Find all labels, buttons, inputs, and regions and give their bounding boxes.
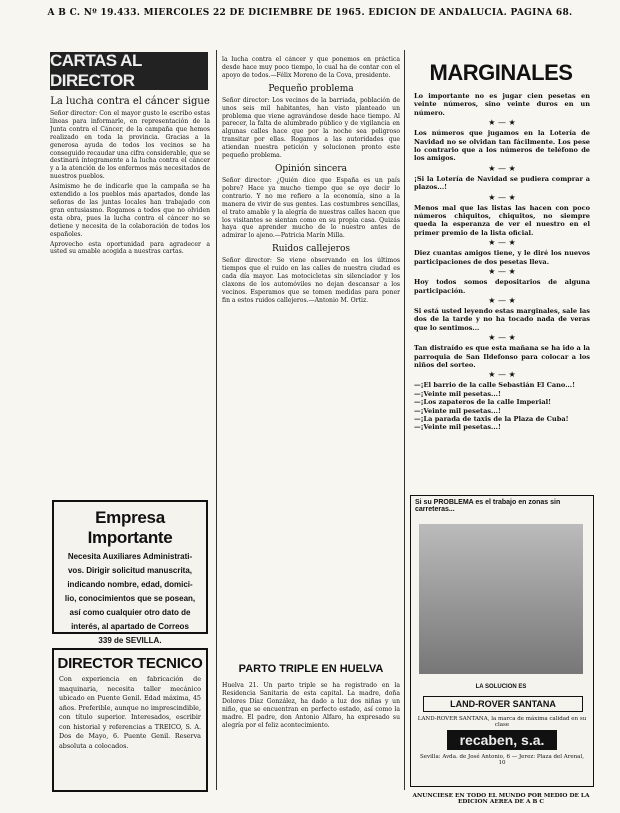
section-banner: CARTAS AL DIRECTOR — [50, 52, 208, 90]
separator-stars: ★ — ★ — [488, 118, 516, 128]
marginal-item: —¡Veinte mil pesetas...! — [414, 406, 501, 415]
article-paragraph: Señor director: Se viene observando en los últimos tiempos que el ruido en las calles de nuestra ciudad es cada día mayor. Las motocicletas sin silenciador y los claxons de los automóviles no dejan descansar a los vecinos. Esperamos que se tomen medidas para poner fin a estos ruidos callejeros.—Antonio M. Ortiz. — [222, 257, 400, 304]
marginal-item: Si está usted leyendo estas marginales, sale las dos de la tarde y no ha tocado nada de veras que lo sentimos... — [414, 306, 590, 332]
marginal-item: Lo importante no es jugar cien pesetas en veinte números, sino veinte duros en un número. — [414, 92, 590, 117]
article-paragraph: Huelva 21. Un parto triple se ha registrado en la Residencia Sanitaria de esta capital. La madre, doña Dolores Díaz González, ha dado a luz dos niñas y un niño, que se encuentran en perfecto estado, así como la madre. El padre, don Antonio Alfaro, ha expresado su alegría por el feliz acontecimiento. — [222, 682, 400, 729]
marginal-item: Menos mal que las listas las hacen con poco números chiquitos, chiquitos, no siempre queda la esperanza de ver el nuestro en el primer premio de la lista oficial. — [414, 203, 590, 237]
ad-body: Con experiencia en fabricación de maquinaria, necesita taller mecánico ubicado en Puente Genil. Edad máxima, 45 años. Preferible, aunque no imprescindible, con título superior. Interesados, escribir con historial y referencias a TREICO, S. A. Dos de Mayo, 6. Puente Genil. Reserva absoluta a colocados. — [59, 675, 201, 750]
ad-line: así como cualquier otro dato de — [69, 608, 191, 617]
ad-line: vos. Dirigir solicitud manuscrita, — [67, 566, 193, 575]
ad-line: interés, al apartado de Correos — [71, 622, 189, 631]
ad-small-text: LAND-ROVER SANTANA, la marca de máxima calidad en su clase — [417, 716, 587, 728]
footer-note: ANUNCIESE EN TODO EL MUNDO POR MEDIO DE LA EDICION AEREA DE A B C — [412, 793, 590, 805]
ad-solution: LA SOLUCION ES — [475, 684, 527, 690]
ad-headline: Si su PROBLEMA es el trabajo en zonas sin carreteras... — [415, 499, 561, 513]
article-paragraph: Asimismo he de indicarle que la campaña se ha extendido a los pueblos más apartados, donde las señoras de las juntas locales han trabajado con gran entusiasmo. Rogamos a todos que no olviden esta obra, pues la lucha contra el cáncer no se detiene y necesita de la colaboración de todos los españoles. — [50, 183, 210, 238]
marginal-item: Diez cuantas amigos tiene, y le diré los nuevos participaciones de dos pesetas lleva. — [414, 249, 590, 266]
marginal-item: —¡Veinte mil pesetas...! — [414, 423, 501, 432]
page-header: A B C. Nº 19.433. MIERCOLES 22 DE DICIEMBRE DE 1965. EDICION DE ANDALUCIA. PAGINA 68. — [47, 8, 573, 18]
ad-dealer-logo: recaben, s.a. — [447, 730, 557, 750]
ad-body — [54, 550, 206, 648]
vehicle-photo — [419, 524, 583, 674]
separator-stars: ★ — ★ — [488, 192, 516, 202]
column-rule — [216, 50, 217, 790]
letters-column-1 — [50, 94, 210, 482]
separator-stars: ★ — ★ — [488, 267, 516, 277]
ad-dealer-address: Sevilla: Avda. de José Antonio, 6 — Jerez: Plaza del Arenal, 10 — [420, 754, 584, 766]
article-body — [222, 682, 400, 731]
ad-empresa-importante — [52, 500, 208, 645]
marginales-title: MARGINALES — [429, 60, 573, 85]
ad-line: Necesita Auxiliares Administrati- — [67, 552, 193, 561]
ad-brand: LAND-ROVER SANTANA — [423, 696, 583, 712]
article-title: PARTO TRIPLE EN HUELVA — [238, 663, 384, 675]
ad-title: Empresa Importante — [87, 508, 173, 547]
ad-land-rover — [410, 495, 594, 787]
article-paragraph: Aprovecho esta oportunidad para agradecer a usted su amable acogida a nuestras cartas. — [50, 240, 210, 256]
letters-column-2 — [222, 56, 400, 656]
separator-stars: ★ — ★ — [488, 370, 516, 380]
article-title: Ruidos callejeros — [271, 244, 351, 255]
article-paragraph: la lucha contra el cáncer y que ponemos en práctica desde hace muy poco tiempo, lo cual ha de contar con el apoyo de todos.—Félix Moreno de la Cova, presidente. — [222, 56, 400, 79]
ad-director-tecnico — [52, 648, 208, 792]
marginal-item: Tan distraído es que esta mañana se ha ido a la parroquia de San Ildefonso para colocar a los niños del sorteo. — [414, 344, 590, 369]
article-title: La lucha contra el cáncer sigue — [50, 96, 210, 107]
separator-stars: ★ — ★ — [488, 163, 516, 173]
ad-title: DIRECTOR TECNICO — [57, 655, 203, 672]
marginal-item: —¡Los zapateros de la calle Imperial! — [414, 398, 552, 407]
marginal-item: Los números que jugamos en la Lotería de Navidad no se olvidan tan fácilmente. Los pese lo contrario que a los números de teléfono de los amigos. — [414, 129, 590, 163]
marginal-item: ¡Si la Lotería de Navidad se pudiera comprar a plazos...! — [414, 174, 590, 192]
marginal-item: —¡La parada de taxis de la Plaza de Cuba! — [414, 414, 569, 423]
article-title: Pequeño problema — [268, 83, 354, 94]
column-rule — [404, 50, 405, 790]
separator-stars: ★ — ★ — [488, 333, 516, 343]
article-paragraph: Señor director: ¿Quién dice que España es un país pobre? Hace ya mucho tiempo que se oye decir lo contrario. Y no me refiero a la economía, sino a la manera de vivir de sus gentes. Las costumbres sencillas, el trato amable y la alegría de nuestras calles hacen que los visitantes se sientan como en su propia casa. Quizás haya que aprender mucho de lo nuestro antes de admirar lo ajeno.—Patricia Marín Milla. — [222, 176, 400, 240]
ad-line: lio, conocimientos que se posean, — [64, 594, 196, 603]
ad-line: indicando nombre, edad, domici- — [67, 580, 193, 589]
ad-line: 339 de SEVILLA. — [98, 636, 162, 645]
separator-stars: ★ — ★ — [488, 238, 516, 248]
marginal-item: Hoy todos somos depositarios de alguna participación. — [414, 278, 590, 295]
marginal-item: —¡Veinte mil pesetas...! — [414, 389, 501, 398]
separator-stars: ★ — ★ — [488, 295, 516, 305]
marginales-list — [414, 92, 590, 432]
article-title: Opinión sincera — [274, 163, 348, 174]
marginal-item: —¡El barrio de la calle Sebastián El Cano...! — [414, 381, 575, 390]
article-paragraph: Señor director: Los vecinos de la barriada, población de unos seis mil habitantes, han visto planteado un problema que viene agravándose desde hace tiempo. Al parecer, la falta de alumbrado público y de vigilancia en algunas calles hace que por la noche sea peligroso transitar por ellas. Rogamos a las autoridades que atiendan nuestra petición y solucionen pronto este pequeño problema. — [222, 96, 400, 160]
article-paragraph: Señor director: Con el mayor gusto le escribo estas líneas para informarle, en representación de la Junta contra el Cáncer, de la campaña que hemos realizado en toda la provincia. Gracias a la generosa ayuda de todos los vecinos se ha conseguido recaudar una cifra considerable, que se destinará íntegramente a la lucha contra el cáncer y a la atención de los enfermos más necesitados de nuestros pueblos. — [50, 110, 210, 181]
